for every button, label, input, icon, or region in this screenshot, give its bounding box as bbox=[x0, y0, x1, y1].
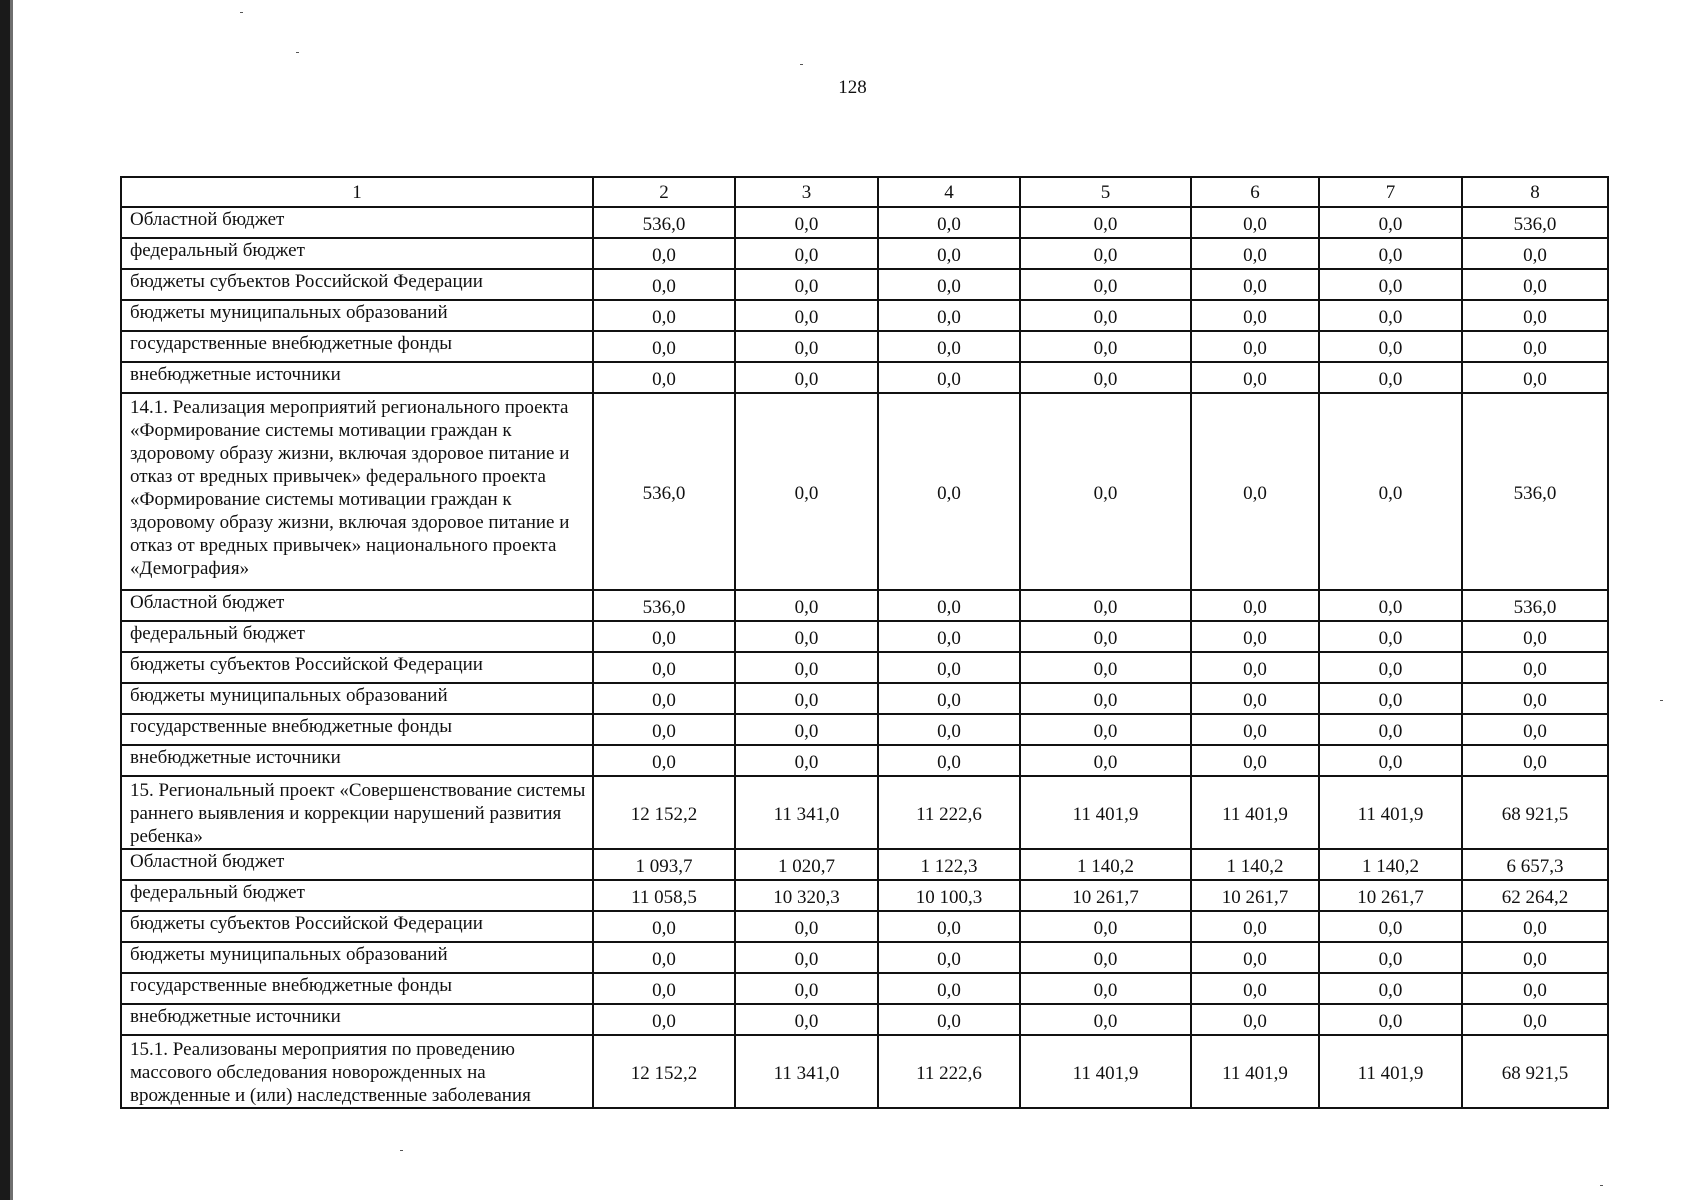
row-label-cell: бюджеты муниципальных образований bbox=[121, 683, 593, 714]
header-cell: 1 bbox=[121, 177, 593, 207]
value-cell: 0,0 bbox=[593, 683, 735, 714]
value-cell: 0,0 bbox=[1191, 331, 1319, 362]
budget-table bbox=[120, 176, 1609, 1109]
value-cell: 0,0 bbox=[878, 621, 1020, 652]
value-cell: 0,0 bbox=[1191, 911, 1319, 942]
table-row bbox=[121, 849, 1608, 880]
value-cell: 0,0 bbox=[1191, 207, 1319, 238]
row-label-cell: внебюджетные источники bbox=[121, 1004, 593, 1035]
scan-speck bbox=[400, 1150, 403, 1151]
value-cell: 0,0 bbox=[878, 393, 1020, 590]
value-cell: 1 122,3 bbox=[878, 849, 1020, 880]
value-cell: 0,0 bbox=[878, 269, 1020, 300]
value-cell: 0,0 bbox=[878, 683, 1020, 714]
value-cell: 11 341,0 bbox=[735, 1035, 878, 1108]
header-cell: 7 bbox=[1319, 177, 1462, 207]
value-cell: 0,0 bbox=[1191, 362, 1319, 393]
value-cell: 0,0 bbox=[878, 590, 1020, 621]
value-cell: 11 401,9 bbox=[1319, 776, 1462, 849]
value-cell: 0,0 bbox=[878, 652, 1020, 683]
value-cell: 10 320,3 bbox=[735, 880, 878, 911]
scan-speck bbox=[240, 12, 243, 13]
value-cell: 0,0 bbox=[1020, 942, 1191, 973]
value-cell: 0,0 bbox=[735, 973, 878, 1004]
value-cell: 0,0 bbox=[878, 238, 1020, 269]
value-cell: 0,0 bbox=[1319, 331, 1462, 362]
table-row bbox=[121, 238, 1608, 269]
value-cell: 0,0 bbox=[1319, 238, 1462, 269]
value-cell: 0,0 bbox=[1020, 1004, 1191, 1035]
value-cell: 0,0 bbox=[1191, 238, 1319, 269]
value-cell: 62 264,2 bbox=[1462, 880, 1608, 911]
table-body bbox=[121, 207, 1608, 1108]
value-cell: 0,0 bbox=[1462, 714, 1608, 745]
value-cell: 0,0 bbox=[878, 973, 1020, 1004]
value-cell: 0,0 bbox=[593, 714, 735, 745]
value-cell: 0,0 bbox=[735, 269, 878, 300]
row-label-cell: Областной бюджет bbox=[121, 849, 593, 880]
row-label-cell: внебюджетные источники bbox=[121, 745, 593, 776]
value-cell: 1 093,7 bbox=[593, 849, 735, 880]
value-cell: 0,0 bbox=[878, 1004, 1020, 1035]
value-cell: 0,0 bbox=[1191, 393, 1319, 590]
header-cell: 2 bbox=[593, 177, 735, 207]
value-cell: 0,0 bbox=[1020, 621, 1191, 652]
table-row bbox=[121, 207, 1608, 238]
value-cell: 0,0 bbox=[878, 745, 1020, 776]
row-label-cell: бюджеты субъектов Российской Федерации bbox=[121, 269, 593, 300]
value-cell: 536,0 bbox=[1462, 393, 1608, 590]
value-cell: 0,0 bbox=[878, 331, 1020, 362]
value-cell: 0,0 bbox=[878, 362, 1020, 393]
row-label-cell: бюджеты субъектов Российской Федерации bbox=[121, 911, 593, 942]
value-cell: 536,0 bbox=[1462, 590, 1608, 621]
value-cell: 11 058,5 bbox=[593, 880, 735, 911]
table-row bbox=[121, 1004, 1608, 1035]
scan-speck bbox=[296, 52, 299, 53]
value-cell: 0,0 bbox=[735, 714, 878, 745]
table-row bbox=[121, 590, 1608, 621]
row-label-cell: федеральный бюджет bbox=[121, 621, 593, 652]
value-cell: 0,0 bbox=[735, 942, 878, 973]
value-cell: 0,0 bbox=[593, 238, 735, 269]
value-cell: 536,0 bbox=[593, 590, 735, 621]
value-cell: 0,0 bbox=[1319, 1004, 1462, 1035]
table-row bbox=[121, 776, 1608, 849]
value-cell: 0,0 bbox=[735, 1004, 878, 1035]
value-cell: 0,0 bbox=[1319, 652, 1462, 683]
value-cell: 12 152,2 bbox=[593, 1035, 735, 1108]
value-cell: 0,0 bbox=[1319, 300, 1462, 331]
value-cell: 0,0 bbox=[1191, 973, 1319, 1004]
value-cell: 0,0 bbox=[1020, 973, 1191, 1004]
row-label-cell: 14.1. Реализация мероприятий регионального проекта «Формирование системы мотивации граждан к здоровому образу жизни, включая здоровое питание и отказ от вредных привычек» федерального проекта «Формирование системы мотивации граждан к здоровому образу жизни, включая здоровое питание и отказ от вредных привычек» национального проекта «Демография» bbox=[121, 393, 593, 590]
value-cell: 0,0 bbox=[1191, 714, 1319, 745]
value-cell: 0,0 bbox=[1462, 911, 1608, 942]
value-cell: 0,0 bbox=[1020, 590, 1191, 621]
value-cell: 0,0 bbox=[1319, 973, 1462, 1004]
value-cell: 0,0 bbox=[593, 973, 735, 1004]
table-header-row bbox=[121, 177, 1608, 207]
value-cell: 0,0 bbox=[1319, 942, 1462, 973]
header-cell: 4 bbox=[878, 177, 1020, 207]
row-label-cell: государственные внебюджетные фонды bbox=[121, 331, 593, 362]
value-cell: 10 261,7 bbox=[1319, 880, 1462, 911]
value-cell: 6 657,3 bbox=[1462, 849, 1608, 880]
row-label-cell: бюджеты субъектов Российской Федерации bbox=[121, 652, 593, 683]
table-row bbox=[121, 714, 1608, 745]
scan-speck bbox=[1660, 700, 1663, 701]
value-cell: 11 401,9 bbox=[1020, 776, 1191, 849]
value-cell: 536,0 bbox=[593, 207, 735, 238]
table-row bbox=[121, 880, 1608, 911]
value-cell: 0,0 bbox=[593, 942, 735, 973]
value-cell: 11 401,9 bbox=[1191, 776, 1319, 849]
value-cell: 0,0 bbox=[1462, 238, 1608, 269]
value-cell: 0,0 bbox=[735, 331, 878, 362]
value-cell: 0,0 bbox=[735, 300, 878, 331]
value-cell: 0,0 bbox=[735, 590, 878, 621]
value-cell: 1 140,2 bbox=[1319, 849, 1462, 880]
value-cell: 0,0 bbox=[1191, 683, 1319, 714]
value-cell: 0,0 bbox=[593, 331, 735, 362]
value-cell: 0,0 bbox=[593, 911, 735, 942]
value-cell: 1 140,2 bbox=[1191, 849, 1319, 880]
header-cell: 8 bbox=[1462, 177, 1608, 207]
row-label-cell: государственные внебюджетные фонды bbox=[121, 973, 593, 1004]
value-cell: 0,0 bbox=[1462, 362, 1608, 393]
table-row bbox=[121, 745, 1608, 776]
value-cell: 0,0 bbox=[1462, 942, 1608, 973]
value-cell: 0,0 bbox=[1191, 300, 1319, 331]
value-cell: 0,0 bbox=[1020, 652, 1191, 683]
row-label-cell: 15. Региональный проект «Совершенствование системы раннего выявления и коррекции нарушений развития ребенка» bbox=[121, 776, 593, 849]
value-cell: 11 341,0 bbox=[735, 776, 878, 849]
value-cell: 0,0 bbox=[735, 362, 878, 393]
value-cell: 11 401,9 bbox=[1020, 1035, 1191, 1108]
value-cell: 68 921,5 bbox=[1462, 1035, 1608, 1108]
row-label-cell: внебюджетные источники bbox=[121, 362, 593, 393]
row-label-cell: федеральный бюджет bbox=[121, 238, 593, 269]
value-cell: 1 140,2 bbox=[1020, 849, 1191, 880]
value-cell: 536,0 bbox=[1462, 207, 1608, 238]
table-row bbox=[121, 911, 1608, 942]
value-cell: 0,0 bbox=[1319, 393, 1462, 590]
value-cell: 0,0 bbox=[1462, 745, 1608, 776]
row-label-cell: Областной бюджет bbox=[121, 207, 593, 238]
value-cell: 0,0 bbox=[735, 621, 878, 652]
value-cell: 0,0 bbox=[1020, 393, 1191, 590]
row-label-cell: 15.1. Реализованы мероприятия по проведению массового обследования новорожденных на врожденные и (или) наследственные заболевания bbox=[121, 1035, 593, 1108]
value-cell: 0,0 bbox=[1319, 911, 1462, 942]
value-cell: 0,0 bbox=[1462, 1004, 1608, 1035]
value-cell: 0,0 bbox=[735, 207, 878, 238]
value-cell: 11 401,9 bbox=[1319, 1035, 1462, 1108]
value-cell: 0,0 bbox=[1020, 238, 1191, 269]
value-cell: 0,0 bbox=[593, 1004, 735, 1035]
row-label-cell: бюджеты муниципальных образований bbox=[121, 942, 593, 973]
value-cell: 10 100,3 bbox=[878, 880, 1020, 911]
value-cell: 0,0 bbox=[1191, 652, 1319, 683]
value-cell: 0,0 bbox=[1191, 1004, 1319, 1035]
value-cell: 0,0 bbox=[593, 745, 735, 776]
value-cell: 0,0 bbox=[735, 652, 878, 683]
value-cell: 0,0 bbox=[735, 683, 878, 714]
value-cell: 0,0 bbox=[1020, 300, 1191, 331]
table-row bbox=[121, 269, 1608, 300]
value-cell: 11 222,6 bbox=[878, 1035, 1020, 1108]
value-cell: 0,0 bbox=[1462, 300, 1608, 331]
value-cell: 1 020,7 bbox=[735, 849, 878, 880]
value-cell: 0,0 bbox=[735, 911, 878, 942]
row-label-cell: государственные внебюджетные фонды bbox=[121, 714, 593, 745]
value-cell: 0,0 bbox=[1462, 621, 1608, 652]
value-cell: 0,0 bbox=[1020, 207, 1191, 238]
value-cell: 11 401,9 bbox=[1191, 1035, 1319, 1108]
value-cell: 68 921,5 bbox=[1462, 776, 1608, 849]
value-cell: 0,0 bbox=[593, 300, 735, 331]
value-cell: 0,0 bbox=[1191, 745, 1319, 776]
value-cell: 0,0 bbox=[1319, 207, 1462, 238]
value-cell: 0,0 bbox=[1191, 590, 1319, 621]
value-cell: 0,0 bbox=[1462, 973, 1608, 1004]
value-cell: 0,0 bbox=[1191, 269, 1319, 300]
row-label-cell: бюджеты муниципальных образований bbox=[121, 300, 593, 331]
value-cell: 0,0 bbox=[1191, 621, 1319, 652]
value-cell: 0,0 bbox=[878, 207, 1020, 238]
scan-speck bbox=[800, 64, 803, 65]
value-cell: 10 261,7 bbox=[1191, 880, 1319, 911]
value-cell: 0,0 bbox=[593, 362, 735, 393]
table-row bbox=[121, 393, 1608, 590]
value-cell: 0,0 bbox=[1020, 714, 1191, 745]
table-row bbox=[121, 621, 1608, 652]
value-cell: 0,0 bbox=[1319, 362, 1462, 393]
value-cell: 0,0 bbox=[878, 911, 1020, 942]
value-cell: 0,0 bbox=[593, 621, 735, 652]
value-cell: 0,0 bbox=[1020, 745, 1191, 776]
value-cell: 0,0 bbox=[1319, 745, 1462, 776]
value-cell: 0,0 bbox=[1020, 362, 1191, 393]
page-number: 128 bbox=[838, 77, 867, 98]
table-row bbox=[121, 300, 1608, 331]
value-cell: 0,0 bbox=[593, 652, 735, 683]
row-label-cell: федеральный бюджет bbox=[121, 880, 593, 911]
row-label-cell: Областной бюджет bbox=[121, 590, 593, 621]
value-cell: 0,0 bbox=[593, 269, 735, 300]
value-cell: 11 222,6 bbox=[878, 776, 1020, 849]
value-cell: 0,0 bbox=[878, 300, 1020, 331]
value-cell: 0,0 bbox=[1319, 269, 1462, 300]
value-cell: 0,0 bbox=[1319, 683, 1462, 714]
scan-speck bbox=[1600, 1185, 1603, 1186]
value-cell: 0,0 bbox=[878, 714, 1020, 745]
header-cell: 5 bbox=[1020, 177, 1191, 207]
header-cell: 3 bbox=[735, 177, 878, 207]
table-row bbox=[121, 362, 1608, 393]
value-cell: 0,0 bbox=[1462, 331, 1608, 362]
value-cell: 0,0 bbox=[735, 745, 878, 776]
value-cell: 0,0 bbox=[1462, 683, 1608, 714]
value-cell: 12 152,2 bbox=[593, 776, 735, 849]
value-cell: 0,0 bbox=[1319, 714, 1462, 745]
value-cell: 0,0 bbox=[1319, 590, 1462, 621]
value-cell: 0,0 bbox=[1319, 621, 1462, 652]
table-row bbox=[121, 331, 1608, 362]
header-cell: 6 bbox=[1191, 177, 1319, 207]
value-cell: 0,0 bbox=[735, 393, 878, 590]
value-cell: 0,0 bbox=[735, 238, 878, 269]
table-row bbox=[121, 942, 1608, 973]
value-cell: 0,0 bbox=[1020, 269, 1191, 300]
value-cell: 0,0 bbox=[1462, 269, 1608, 300]
value-cell: 10 261,7 bbox=[1020, 880, 1191, 911]
table-row bbox=[121, 652, 1608, 683]
value-cell: 0,0 bbox=[1020, 683, 1191, 714]
value-cell: 0,0 bbox=[1191, 942, 1319, 973]
value-cell: 0,0 bbox=[1462, 652, 1608, 683]
table-row bbox=[121, 683, 1608, 714]
scan-edge-shadow bbox=[10, 0, 13, 1200]
table-row bbox=[121, 973, 1608, 1004]
value-cell: 0,0 bbox=[1020, 911, 1191, 942]
value-cell: 536,0 bbox=[593, 393, 735, 590]
value-cell: 0,0 bbox=[1020, 331, 1191, 362]
scan-edge bbox=[0, 0, 10, 1200]
table-row bbox=[121, 1035, 1608, 1108]
value-cell: 0,0 bbox=[878, 942, 1020, 973]
